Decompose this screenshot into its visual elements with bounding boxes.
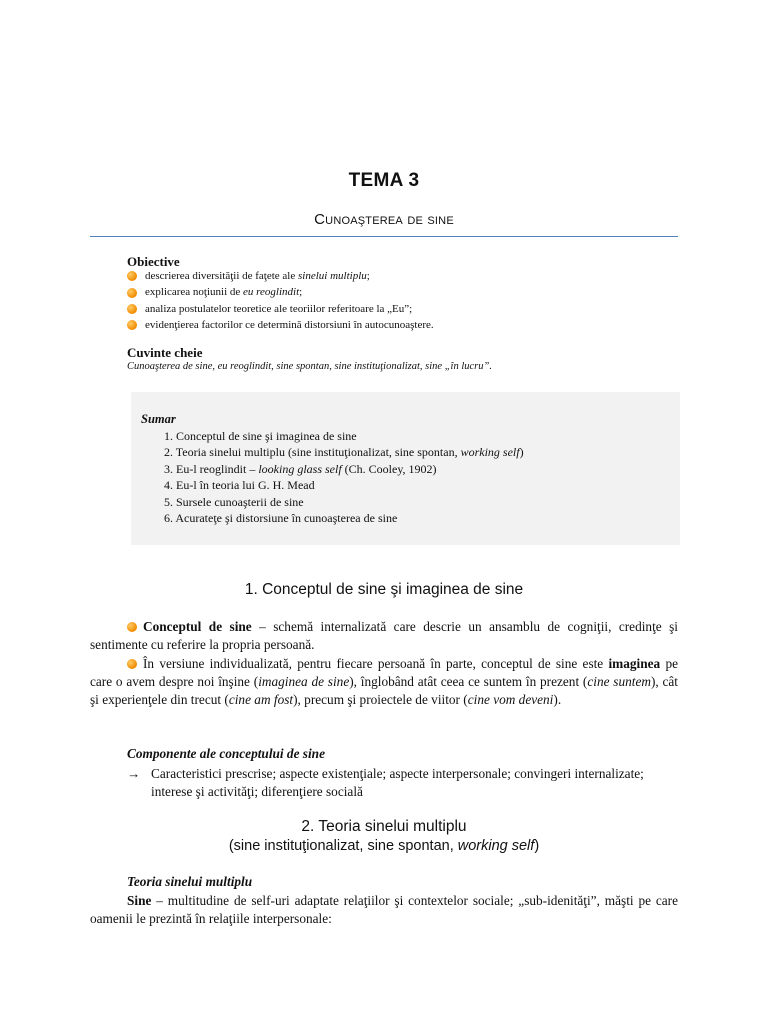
section-1-heading: 1. Conceptul de sine şi imaginea de sine: [244, 581, 524, 598]
page-title: TEMA 3: [348, 170, 420, 191]
section-2-subheading: (sine instituţionalizat, sine spontan, working self): [228, 838, 540, 854]
orange-bullet-icon: [127, 622, 137, 632]
title-divider: [90, 236, 678, 237]
components-heading: Componente ale conceptului de sine: [127, 746, 325, 761]
list-item: [127, 284, 687, 300]
sine-paragraph: Sine – multitudine de self-uri adaptate relaţiilor şi contextelor sociale; „sub-idenităţi”, măşti pe care oamenii le prezintă în relaţiile interpersonale:: [90, 893, 678, 926]
components-item: [127, 765, 687, 801]
page-subtitle: Cunoaşterea de sine: [314, 211, 454, 228]
objectives-list: [127, 268, 687, 334]
list-item: [127, 317, 687, 333]
objective-text: evidenţierea factorilor ce determină distorsiuni în autocunoaştere.: [145, 319, 434, 332]
keywords-heading: Cuvinte cheie: [127, 345, 203, 360]
list-item: 4. Eu-l în teoria lui G. H. Mead: [164, 478, 315, 493]
concept-paragraph: Conceptul de sine – schemă internalizată care descrie un ansamblu de cogniţii, credinţe şi sentimente cu referire la propria persoană.: [90, 619, 678, 652]
summary-list: [141, 428, 524, 526]
components-text: Caracteristici prescrise; aspecte existenţiale; aspecte interpersonale; convingeri internalizate; interese şi activităţi; diferenţiere socială: [151, 766, 644, 799]
orange-bullet-icon: [127, 271, 137, 281]
objectives-heading: Obiective: [127, 254, 180, 269]
list-item: 5. Sursele cunoaşterii de sine: [164, 494, 304, 509]
orange-bullet-icon: [127, 320, 137, 330]
image-paragraph: În versiune individualizată, pentru fiecare persoană în parte, conceptul de sine este imaginea pe care o avem despre noi înşine (imaginea de sine), înglobând atât ceea ce suntem în prezent (cine suntem), cât şi experienţele din trecut (cine am fost), precum şi proiectele de viitor (cine vom deveni).: [90, 656, 679, 707]
section-2-heading: 2. Teoria sinelui multiplu: [301, 818, 467, 835]
objective-text: analiza postulatelor teoretice ale teoriilor referitoare la „Eu”;: [145, 302, 413, 315]
orange-bullet-icon: [127, 304, 137, 314]
orange-bullet-icon: [127, 659, 137, 669]
theory-heading: Teoria sinelui multiplu: [127, 874, 253, 889]
list-item: [127, 301, 687, 317]
list-item: 6. Acurateţe şi distorsiune în cunoaşterea de sine: [164, 511, 398, 526]
list-item: 2. Teoria sinelui multiplu (sine instituţionalizat, sine spontan, working self): [164, 445, 524, 460]
summary-heading: Sumar: [141, 412, 176, 426]
keywords-text: Cunoaşterea de sine, eu reoglindit, sine spontan, sine instituţionalizat, sine „în lucru”.: [127, 361, 492, 372]
list-item: [127, 268, 687, 284]
list-item: 3. Eu-l reoglindit – looking glass self (Ch. Cooley, 1902): [164, 461, 437, 476]
arrow-right-icon: →: [127, 766, 141, 781]
objective-text: explicarea noţiunii de eu reoglindit;: [145, 286, 303, 299]
orange-bullet-icon: [127, 288, 137, 298]
objective-text: descrierea diversităţii de faţete ale sinelui multiplu;: [145, 270, 370, 282]
list-item: 1. Conceptul de sine şi imaginea de sine: [164, 429, 357, 443]
